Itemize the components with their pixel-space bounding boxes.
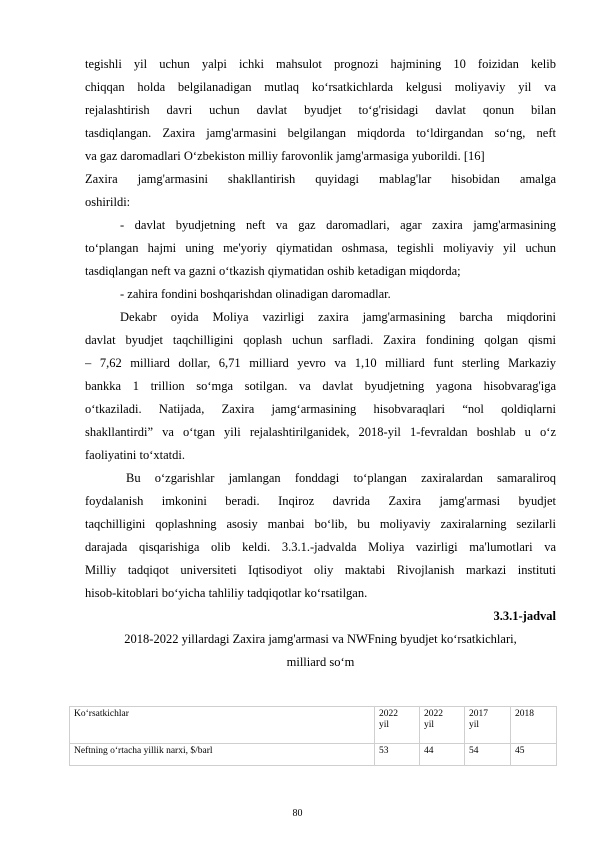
text-line: Milliy tadqiqot universiteti Iqtisodiyot oliy maktabi Rivojlanish markazi instituti	[85, 563, 556, 577]
table-cell: 44	[420, 744, 465, 766]
data-table	[69, 706, 557, 766]
text-line: o‘tkaziladi. Natijada, Zaxira jamg‘armasining hisobvaraqlari “nol qoldiqlarni	[85, 402, 556, 416]
table-header-cell: 2022 yil	[420, 707, 465, 744]
text-line: to‘plangan hajmi uning me'yoriy qiymatidan oshmasa, tegishli moliyaviy yil uchun	[85, 241, 556, 255]
table-cell: Neftning o‘rtacha yillik narxi, $/barl	[70, 744, 375, 766]
table-cell: 54	[465, 744, 511, 766]
text-line: faoliyatini to‘xtatdi.	[85, 448, 185, 462]
table-cell: 53	[375, 744, 420, 766]
text-line: Zaxira jamg'armasini shakllantirish quyidagi mablag'lar hisobidan amalga	[85, 172, 556, 186]
table-header-cell: Ko‘rsatkichlar	[70, 707, 375, 744]
text-line: shakllantirdi” va o‘tgan yili rejalashtirilganidek, 2018-yil 1-fevraldan boshlab u o‘z	[85, 425, 556, 439]
text-line: bankka 1 trillion so‘mga sotilgan. va davlat byudjetning yagona hisobvarag'iga	[85, 379, 556, 393]
table-row	[70, 744, 557, 766]
text-line: chiqqan holda belgilanadigan mutlaq ko‘rsatkichlarda kelgusi moliyaviy yil va	[85, 80, 556, 94]
table-label: 3.3.1-jadval	[493, 609, 556, 623]
text-line: tasdiqlangan neft va gazni o‘tkazish qiymatidan oshib ketadigan miqdorda;	[85, 264, 461, 278]
text-line: rejalashtirish davri uchun davlat byudjet to‘g'risidagi davlat qonun bilan	[85, 103, 556, 117]
text-line: foydalanish imkonini beradi. Inqiroz davrida Zaxira jamg'armasi byudjet	[85, 494, 556, 508]
text-line: - zahira fondini boshqarishdan olinadigan daromadlar.	[120, 287, 391, 301]
text-line: – 7,62 milliard dollar, 6,71 milliard yevro va 1,10 milliard funt sterling Markaziy	[85, 356, 556, 370]
text-line: taqchilligini qoplashning asosiy manbai bo‘lib, bu moliyaviy zaxiralarning sezilarli	[85, 517, 556, 531]
table-title-unit: milliard so‘m	[286, 655, 355, 669]
table-title: 2018-2022 yillardagi Zaxira jamg'armasi va NWFning byudjet ko‘rsatkichlari,	[124, 632, 517, 646]
text-line: hisob-kitoblari bo‘yicha tahliliy tadqiqotlar ko‘rsatilgan.	[85, 586, 368, 600]
text-line: va gaz daromadlari O‘zbekiston milliy farovonlik jamg'armasiga yuborildi. [16]	[85, 149, 485, 163]
text-line: tegishli yil uchun yalpi ichki mahsulot prognozi hajmining 10 foizidan kelib	[85, 57, 556, 71]
text-line: tasdiqlangan. Zaxira jamg'armasini belgilangan miqdorda to‘ldirgandan so‘ng, neft	[85, 126, 556, 140]
text-line: Dekabr oyida Moliya vazirligi zaxira jamg'armasining barcha miqdorini	[120, 310, 556, 324]
table-cell: 45	[511, 744, 557, 766]
text-line: davlat byudjet taqchilligini qoplash uchun sarfladi. Zaxira fondining qolgan qismi	[85, 333, 556, 347]
table-header-cell: 2018	[511, 707, 557, 744]
table-header-cell: 2022 yil	[375, 707, 420, 744]
table-header-row	[70, 707, 557, 744]
page-number: 80	[292, 808, 303, 819]
text-line: darajada qisqarishiga olib keldi. 3.3.1.-jadvalda Moliya vazirligi ma'lumotlari va	[85, 540, 556, 554]
table-header-cell: 2017 yil	[465, 707, 511, 744]
text-line: - davlat byudjetning neft va gaz daromadlari, agar zaxira jamg'armasining	[120, 218, 556, 232]
text-line: Bu o‘zgarishlar jamlangan fonddagi to‘plangan zaxiralardan samaraliroq	[126, 471, 556, 485]
text-line: oshirildi:	[85, 195, 131, 209]
